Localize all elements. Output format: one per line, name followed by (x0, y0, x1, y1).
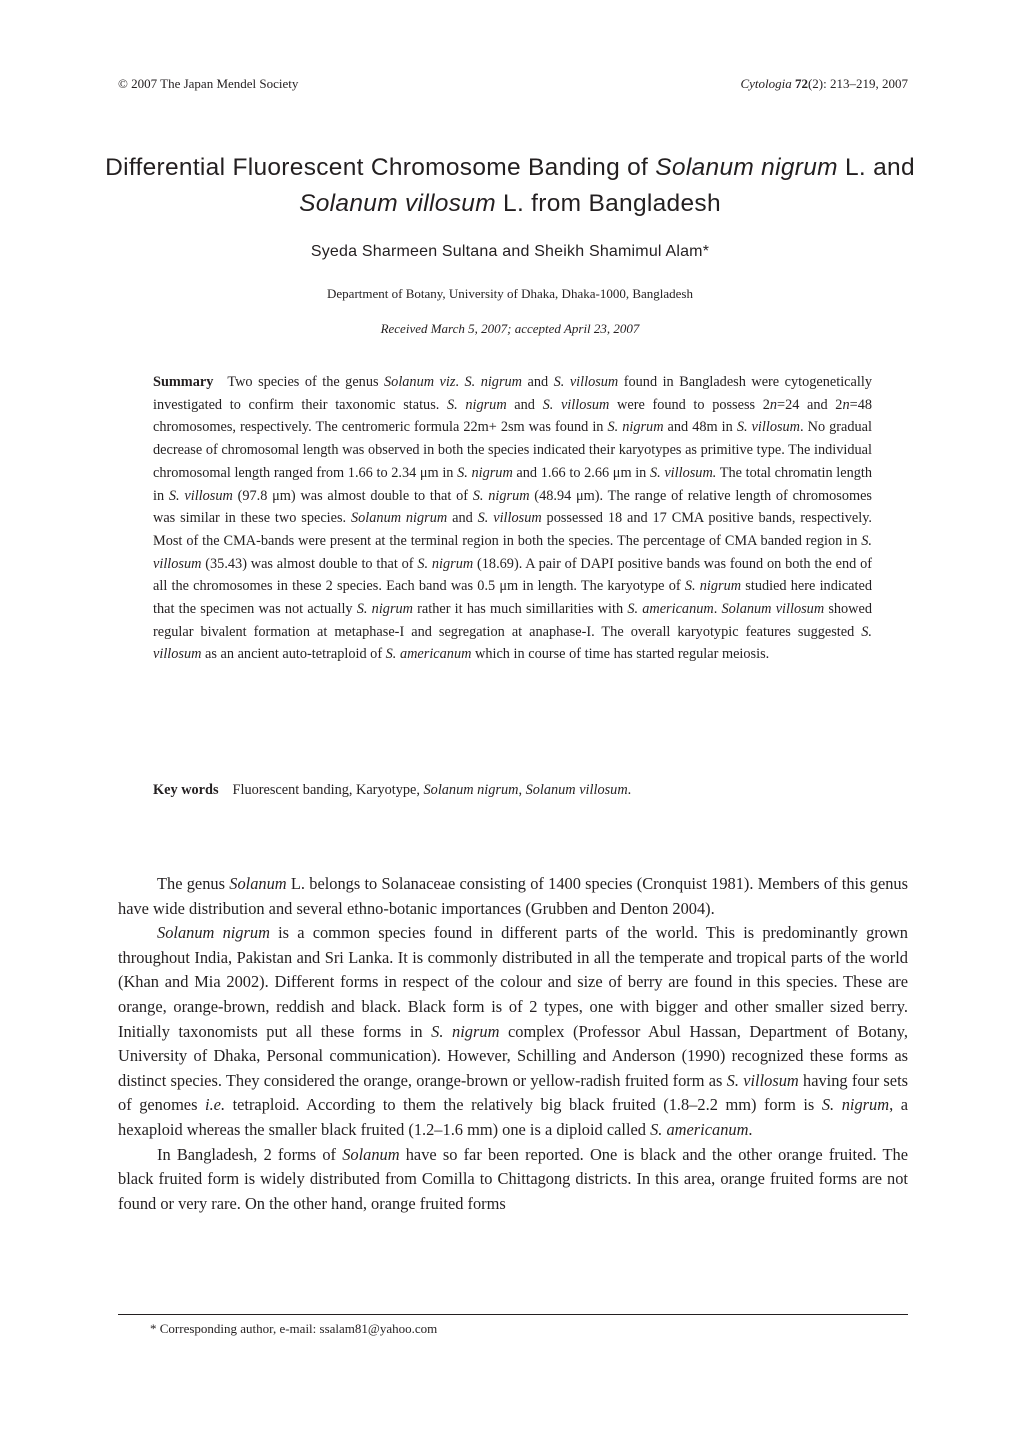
body-paragraph-3: In Bangladesh, 2 forms of Solanum have so far been reported. One is black and the other orange fruited. The black fruited form is widely distributed from Comilla to Chittagong districts. In this area, orange fruited forms are not found or very rare. On the other hand, orange fruited forms (118, 1144, 908, 1213)
summary-label: Summary (153, 374, 214, 390)
key-words: Key words Fluorescent banding, Karyotype, Solanum nigrum, Solanum villosum. (153, 782, 632, 798)
affiliation: Department of Botany, University of Dhaka, Dhaka-1000, Bangladesh (327, 286, 693, 301)
footnote-divider (118, 1314, 908, 1315)
body-paragraph-1: The genus Solanum L. belongs to Solanaceae consisting of 1400 species (Cronquist 1981). Members of this genus have wide distribution and several ethno-botanic importances (Grubben and Denton 2004). (118, 874, 908, 918)
journal-volume: 72 (794, 76, 808, 91)
copyright-header: © 2007 The Japan Mendel Society (118, 76, 299, 91)
corresponding-author-footnote: * Corresponding author, e-mail: ssalam81@yahoo.com (150, 1321, 438, 1336)
body-text (118, 872, 908, 1216)
received-dates: Received March 5, 2007; accepted April 23, 2007 (380, 321, 640, 336)
journal-citation (740, 76, 908, 92)
body-paragraph-2: Solanum nigrum is a common species found in different parts of the world. This is predominantly grown throughout India, Pakistan and Sri Lanka. It is commonly distributed in all the temperate and tropical parts of the world (Khan and Mia 2002). Different forms in respect of the colour and size of berry are found in this species. These are orange, orange-brown, reddish and black. Black form is of 2 types, one with bigger and other smaller sized berry. Initially taxonomists put all these forms in S. nigrum complex (Professor Abul Hassan, Department of Botany, University of Dhaka, Personal communication). However, Schilling and Anderson (1990) recognized these forms as distinct species. They considered the orange, orange-brown or yellow-radish fruited form as S. villosum having four sets of genomes i.e. tetraploid. According to them the relatively big black fruited (1.8–2.2 mm) form is S. nigrum, a hexaploid whereas the smaller black fruited (1.2–1.6 mm) one is a diploid called S. americanum. (118, 923, 909, 1139)
article-title: Differential Fluorescent Chromosome Banding of Solanum nigrum L. and Solanum villosum L. from Bangladesh (105, 154, 915, 217)
summary-abstract: Summary Two species of the genus Solanum viz. S. nigrum and S. villosum found in Bangladesh were cytogenetically investigated to confirm their taxonomic status. S. nigrum and S. villosum were found to possess 2n=24 and 2n=48 chromosomes, respectively. The centromeric formula 22m+ 2sm was found in S. nigrum and 48m in S. villosum. No gradual decrease of chromosomal length was observed in both the species indicated their karyotypes as primitive type. The individual chromosomal length ranged from 1.66 to 2.34 μm in S. nigrum and 1.66 to 2.66 μm in S. villosum. The total chromatin length in S. villosum (97.8 μm) was almost double to that of S. nigrum (48.94 μm). The range of relative length of chromosomes was similar in these two species. Solanum nigrum and S. villosum possessed 18 and 17 CMA positive bands, respectively. Most of the CMA-bands were present at the terminal region in both the species. The percentage of CMA banded region in S. villosum (35.43) was almost double to that of S. nigrum (18.69). A pair of DAPI positive bands was found on both the end of all the chromosomes in these 2 species. Each band was 0.5 μm in length. The karyotype of S. nigrum studied here indicated that the specimen was not actually S. nigrum rather it has much simillarities with S. americanum. Solanum villosum showed regular bivalent formation at metaphase-I and segregation at anaphase-I. The overall karyotypic features suggested S. villosum as an ancient auto-tetraploid of S. americanum which in course of time has started regular meiosis. (153, 374, 873, 663)
authors: Syeda Sharmeen Sultana and Sheikh Shamimul Alam* (310, 243, 710, 260)
keywords-label: Key words (153, 782, 219, 798)
journal-issue-pages: (2): 213–219, 2007 (807, 76, 908, 91)
journal-name: Cytologia (740, 76, 792, 91)
